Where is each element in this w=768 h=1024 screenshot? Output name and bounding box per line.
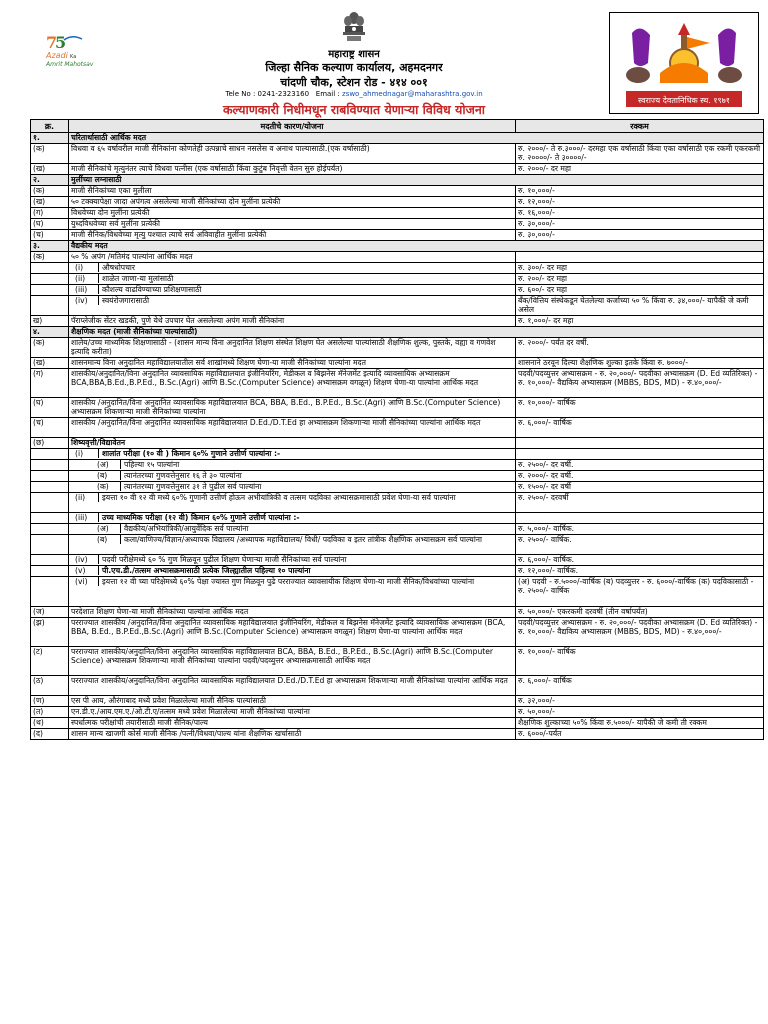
row-serial: (च)	[31, 230, 69, 241]
row-serial: (घ)	[31, 219, 69, 230]
row-serial	[31, 263, 69, 274]
row-amount: बँक/वित्तिय संस्थेकडून घेतलेल्या कर्जाच्या ५० % किंवा रु. ३४,०००/- यापैकी जे कमी असेल	[516, 296, 764, 316]
table-row	[31, 482, 764, 493]
sub-text: पी.एच.डी./तत्सम अभ्यासक्रमासाठी प्रत्येक जिल्ह्यातील पहिल्या १० पाल्यांना	[102, 566, 311, 575]
table-row	[31, 186, 764, 197]
row-description: माजी सैनिक/विधवेच्या मृत्यु पश्चात त्याचे सर्व अविवाहीत मुलींना प्रत्येकी	[69, 230, 516, 241]
sub-label: (ब)	[69, 471, 121, 480]
sub-text: शालांत परीक्षा (१० वी ) किमान ६०% गुणाने उत्तीर्ण पाल्यांना :-	[102, 449, 281, 458]
table-row	[31, 418, 764, 438]
row-description: स्पर्धात्मक परीक्षांची तयारीसाठी माजी सैनिक/पाल्य	[69, 718, 516, 729]
header-amount: रक्कम	[516, 120, 764, 133]
contact-line	[204, 90, 504, 98]
sub-text: त्यानंतरच्या गुणवत्तेनुसार १६ ते ३० पाल्यांना	[124, 471, 242, 480]
sub-text: इयत्ता १२ वी च्या परिक्षेमध्ये ६०% पेक्षा ज्यास्त गुण मिळवून पुढे परराज्यात व्यावसायीक शिक्षण घेणा-या माजी सैनिक/विधवांच्या पाल्यांना	[102, 577, 475, 586]
row-serial: (ग)	[31, 369, 69, 398]
row-description: परदेशात शिक्षण घेणा-या माजी सैनिकांच्या पाल्यांना आर्थिक मदत	[69, 607, 516, 618]
table-row	[31, 263, 764, 274]
sub-label: (v)	[69, 566, 99, 575]
section-title: मुलींच्या लग्नासाठी	[69, 175, 764, 186]
row-description	[69, 513, 516, 524]
row-amount: रु. ६,०००/- वार्षिक	[516, 676, 764, 696]
row-amount: रु. ३२,०००/-	[516, 696, 764, 707]
section-title: चरितार्थासाठी आर्थिक मदत	[69, 133, 764, 144]
telephone: Tele No : 0241-2323160	[225, 90, 310, 98]
svg-text:7: 7	[46, 33, 58, 52]
row-serial	[31, 513, 69, 524]
letterhead	[24, 8, 768, 118]
table-row	[31, 647, 764, 676]
table-row	[31, 296, 764, 316]
sub-text: कला/वाणिज्य/विज्ञान/अध्यापक विद्यालय /अध्यापक महाविद्यालय/ विधी/ पदविका व इतर तांत्रीक शैक्षणिक अभ्यासक्रम सर्व पाल्यांना	[124, 535, 482, 544]
table-row	[31, 524, 764, 535]
row-serial: (क)	[31, 252, 69, 263]
table-row	[31, 197, 764, 208]
sub-text: औषधोपचार	[102, 263, 136, 272]
row-serial	[31, 460, 69, 471]
table-row	[31, 230, 764, 241]
svg-text:5: 5	[55, 33, 67, 52]
row-description	[69, 460, 516, 471]
table-row	[31, 144, 764, 164]
table-row	[31, 369, 764, 398]
row-amount: रु. २५००/- वार्षिक.	[516, 535, 764, 555]
row-serial: ४.	[31, 327, 69, 338]
header-scheme: मदतीचे कारण/योजना	[69, 120, 516, 133]
table-header-row	[31, 120, 764, 133]
email-address[interactable]: zswo_ahmednagar@maharashtra.gov.in	[342, 90, 483, 98]
row-amount: रु. २००/- दर महा	[516, 274, 764, 285]
table-row	[31, 566, 764, 577]
row-description: युध्दविधवेच्या सर्व मुलींना प्रत्येकी	[69, 219, 516, 230]
row-amount: पदवी/पदव्युत्तर अभ्यासक्रम - रु. २०,०००/- पदवीका अभ्यासक्रम (D. Ed व्यतिरिक्त) - रु. १०,०००/- वैद्यकिय अभ्यासक्रम (MBBS, BDS, MD) - रु.४०,०००/-	[516, 369, 764, 398]
row-amount: शैक्षणिक शुल्काच्या ५०% किंवा रु.५०००/- यापैकी जे कमी ती रक्कम	[516, 718, 764, 729]
sub-label: (i)	[69, 263, 99, 272]
row-amount: रु. १६,०००/-	[516, 208, 764, 219]
row-serial: (च)	[31, 418, 69, 438]
table-row	[31, 338, 764, 358]
row-description: शासकीय/अनुदानित/विना अनुदानित व्यावसायिक महाविद्यालयात इंजीनियरिंग, मेडीकल व बिझनेस मॅनेजमेंट इत्यादि व्यावसायिक अभ्यासक्रम BCA,BBA,B.Ed.,B.P.Ed., B.Sc.(Agri) आणि B.Sc.(Computer Science) अभ्यासक्रम वगळून) शिक्षण घेणा-या पाल्यांना आर्थिक मदत	[69, 369, 516, 398]
row-amount: रु. ६००/- दर महा	[516, 285, 764, 296]
row-amount: रु. ५,०००/- वार्षिक.	[516, 524, 764, 535]
row-description	[69, 296, 516, 316]
section-row	[31, 175, 764, 186]
row-serial	[31, 482, 69, 493]
svg-text:Ka: Ka	[70, 54, 77, 60]
sub-text: पदवी परीक्षेमध्ये ६० % गुण मिळवून पुढील शिक्षण घेणाऱ्या माजी सैनिकांच्या सर्व पाल्यांना	[102, 555, 347, 564]
section-title: शैक्षणिक मदत (माजी सैनिकांच्या पाल्यांसाठी)	[69, 327, 764, 338]
row-description	[69, 274, 516, 285]
row-description	[69, 555, 516, 566]
row-serial: (ख)	[31, 197, 69, 208]
table-row	[31, 618, 764, 647]
row-serial: (घ)	[31, 398, 69, 418]
row-description	[69, 263, 516, 274]
row-amount: रु. ३०,०००/-	[516, 230, 764, 241]
table-row	[31, 471, 764, 482]
table-row	[31, 285, 764, 296]
row-description: एन.डी.ए./आय.एम.ए./ओ.टी.ए/तत्सम मध्ये प्रवेश मिळालेल्या माजी सैनिकांच्या पाल्यांना	[69, 707, 516, 718]
row-amount: रु. १,०००/- दर महा	[516, 316, 764, 327]
row-serial: (छ)	[31, 438, 69, 449]
row-description	[69, 482, 516, 493]
row-serial: (ख)	[31, 358, 69, 369]
row-amount: रु. ५०,०००/-	[516, 707, 764, 718]
sub-label: (iii)	[69, 513, 99, 522]
table-row	[31, 577, 764, 607]
row-description	[69, 566, 516, 577]
sub-label: (iv)	[69, 296, 99, 305]
section-row	[31, 241, 764, 252]
table-row	[31, 460, 764, 471]
table-row	[31, 718, 764, 729]
row-amount: रु. ३००/- दर महा	[516, 263, 764, 274]
row-description	[69, 493, 516, 513]
header-serial: क्र.	[31, 120, 69, 133]
row-description: माजी सैनिकांच्या एका मुलीला	[69, 186, 516, 197]
sub-text: स्वयंरोजगारासाठी	[102, 296, 150, 305]
row-serial: (द)	[31, 729, 69, 740]
sub-text: उच्च माध्यमिक परीक्षा (१२ वी) किमान ६०% गुणाने उत्तीर्ण पाल्यांना :-	[102, 513, 300, 522]
row-amount: रु. ६,०००/- वार्षिक	[516, 418, 764, 438]
row-serial: १.	[31, 133, 69, 144]
row-amount: रु. २०००/- पर्यंत दर वर्षी.	[516, 338, 764, 358]
office-address: चांदणी चौक, स्टेशन रोड - ४१४ ००१	[280, 76, 428, 89]
row-description: विधवा व ६५ वर्षावरील माजी सैनिकांना कोणतेही उत्पन्नाचे साधन नसलेस व अनाथ पाल्यासाठी.(एक वर्षासाठी)	[69, 144, 516, 164]
table-row	[31, 555, 764, 566]
row-serial: २.	[31, 175, 69, 186]
sub-label: (ii)	[69, 493, 99, 502]
row-serial	[31, 296, 69, 316]
row-serial	[31, 449, 69, 460]
azadi-ka-amrit-mahotsav-logo	[42, 30, 112, 70]
row-amount: पदवी/पदव्युत्तर अभ्यासक्रम - रु. २०,०००/- पदवीका अभ्यासक्रम (D. Ed व्यतिरिक्त) - रु. १०,०००/- वैद्यकिय अभ्यासक्रम (MBBS, BDS, MD) - रु.४०,०००/-	[516, 618, 764, 647]
sub-text: वैद्यकीय/अभियांत्रिकी/आयुर्वेदिक सर्व पाल्यांना	[124, 524, 249, 533]
sub-text: शाळेत जाणा-या मुलांसाठी	[102, 274, 174, 283]
row-serial: (ग)	[31, 208, 69, 219]
row-amount: रु. २०००/- दर महा	[516, 164, 764, 175]
row-description: परराज्यात शासकीय/अनुदानित/विना अनुदानित व्यावसायिक महाविद्यालयात BCA, BBA, B.Ed., B.P.Ed., B.Sc.(Agri) आणि B.Sc.(Computer Science) अभ्यासक्रम शिकणाऱ्या माजी सैनिकांच्या पाल्यांना पदवी/पदव्युत्तर अभ्यासक्रमासाठी आर्थिक मदत	[69, 647, 516, 676]
table-row	[31, 535, 764, 555]
document-title: कल्याणकारी निधीमधून राबविण्यात येणाऱ्या विविध योजना	[222, 102, 486, 117]
national-emblem-icon	[339, 10, 369, 44]
row-description: ५० टक्क्यापेक्षा जादा अपंगत्व असलेल्या माजी सैनिकांच्या दोन मुलींना प्रत्येकी	[69, 197, 516, 208]
row-serial: (ट)	[31, 647, 69, 676]
row-amount	[516, 449, 764, 460]
row-description: माजी सैनिकांचे मृत्युनंतर त्याचे विधवा पत्नीस (एक वर्षासाठी किंवा कुटुंब निवृत्ती वेतन सुरु होईपर्यंत)	[69, 164, 516, 175]
row-description: शासकीय /अनुदानित/विना अनुदानित व्यावसायिक महाविद्यालयात D.Ed./D.T.Ed हा अभ्यासक्रम शिकणाऱ्या माजी सैनिकांच्या पाल्यांना आर्थिक मदत	[69, 418, 516, 438]
table-row	[31, 358, 764, 369]
row-description: शासन मान्य खाजगी कोर्स माजी सैनिक /पत्नी/विधवा/पाल्य यांना शैक्षणिक खर्चासाठी	[69, 729, 516, 740]
row-description	[69, 524, 516, 535]
row-description: शालेय/उच्च माध्यमिक शिक्षणासाठी - (शासन मान्य विना अनुदानित शिक्षण संस्थेत शिक्षण घेत असलेल्या पाल्यांसाठी शैक्षणिक शुल्क, पुस्तके, वह्या व गणवेश इत्यादि करीता)	[69, 338, 516, 358]
svg-text:Amrit Mahotsav: Amrit Mahotsav	[46, 61, 94, 68]
row-serial: (क)	[31, 338, 69, 358]
row-serial: ख)	[31, 316, 69, 327]
row-description	[69, 535, 516, 555]
table-row	[31, 208, 764, 219]
row-description	[69, 471, 516, 482]
row-serial: (ख)	[31, 164, 69, 175]
row-amount: रु. ५०,०००/- एकरकमी दरवर्षी (तीन वर्षापर्यंत)	[516, 607, 764, 618]
office-name: जिल्हा सैनिक कल्याण कार्यालय, अहमदनगर	[265, 61, 443, 74]
row-amount	[516, 438, 764, 449]
row-amount: रु. २५००/- दरवर्षी	[516, 493, 764, 513]
row-amount: रु. १०,०००/- वार्षिक	[516, 647, 764, 676]
table-row	[31, 696, 764, 707]
row-amount	[516, 513, 764, 524]
row-description: विधवेच्या दोन मुलींना प्रत्येकी	[69, 208, 516, 219]
table-row	[31, 316, 764, 327]
section-title: वैद्यकीय मदत	[69, 241, 764, 252]
row-amount: रु. ३०,०००/-	[516, 219, 764, 230]
row-description: पॅराप्लेजीक सेंटर खडकी, पुणे येथे उपचार घेत असलेल्या अपंग माजी सैनिकांना	[69, 316, 516, 327]
table-row	[31, 398, 764, 418]
row-serial: (क)	[31, 186, 69, 197]
row-amount	[516, 252, 764, 263]
row-serial	[31, 471, 69, 482]
row-amount: (अ) पदवी - रु.५०००/-वार्षिक (ब) पदव्युत्तर - रु. ६०००/-वार्षिक (क) पदविकासाठी - रु. २५००/- वार्षिक	[516, 577, 764, 607]
row-description: शासनमान्य विना अनुदानित महाविद्यालयातील सर्व शाखांमध्ये शिक्षण घेणा-या माजी सैनिकांच्या पाल्यांना मदत	[69, 358, 516, 369]
email-label: Email :	[315, 90, 340, 98]
row-amount: रु. २०००/- ते रु.३०००/- दरमहा एक वर्षासाठी किंवा एका वर्षासाठी एक रकमी एकरकमी रु. २००००/- ते ३००००/-	[516, 144, 764, 164]
table-row	[31, 607, 764, 618]
table-row	[31, 729, 764, 740]
row-amount: रु. २५००/- दर वर्षी.	[516, 460, 764, 471]
row-description	[69, 449, 516, 460]
row-amount: रु. १५००/- दर वर्षी	[516, 482, 764, 493]
table-row	[31, 449, 764, 460]
sub-label: (अ)	[69, 460, 121, 469]
table-row	[31, 252, 764, 263]
row-serial	[31, 285, 69, 296]
row-serial: ३.	[31, 241, 69, 252]
row-amount: रु. २०००/- दर वर्षी.	[516, 471, 764, 482]
row-serial: (क)	[31, 144, 69, 164]
row-serial: (त)	[31, 707, 69, 718]
sub-text: इयत्ता १० वी १२ वी मध्ये ६०% गुणानी उत्तीर्ण होऊन अभीयांत्रिकी व तत्सम पदविका अभ्यासक्रमासाठी प्रवेश घेणा-या सर्व पाल्यांना	[102, 493, 456, 502]
table-row	[31, 219, 764, 230]
row-description	[69, 577, 516, 607]
sub-label: (ब)	[69, 535, 121, 544]
sub-label: (vi)	[69, 577, 99, 586]
sub-text: पहिल्या १५ पाल्यांना	[124, 460, 180, 469]
table-row	[31, 274, 764, 285]
row-amount: शासनाने ठरवून दिल्या शैक्षणिक शुल्का इतके किंवा रु. ७०००/-	[516, 358, 764, 369]
row-amount: रु. १२,०००/- वार्षिक.	[516, 566, 764, 577]
row-serial: (ज)	[31, 607, 69, 618]
sub-label: (अ)	[69, 524, 121, 533]
row-description: परराज्यात शासकीय /अनुदानित/विना अनुदानित व्यावसायिक महाविद्यालयात इंजीनियरिंग, मेडीकल व बिझनेस मॅनेजमेंट इत्यादि व्यावसायिक अभ्यासक्रम (BCA, BBA, B.Ed., B.P.Ed.,B.Sc.(Agri) आणि B.Sc.(Computer Science) अभ्यासक्रम वगळून) शिक्षण घेणा-या पाल्यांना आर्थिक मदत	[69, 618, 516, 647]
section-row	[31, 133, 764, 144]
sub-label: (ii)	[69, 274, 99, 283]
sainik-kalyan-emblem-logo	[609, 12, 759, 114]
sub-label: (क)	[69, 482, 121, 491]
sub-label: (iii)	[69, 285, 99, 294]
row-description: शिष्यवृत्ती/विद्यावेतन	[69, 438, 516, 449]
row-amount: रु. १२,०००/-	[516, 197, 764, 208]
row-serial: (ण)	[31, 696, 69, 707]
row-serial	[31, 577, 69, 607]
row-description: ५० % अपंग /मतिमंद पाल्यांना आर्थिक मदत	[69, 252, 516, 263]
row-amount: रु. १०,०००/-	[516, 186, 764, 197]
row-amount: रु. ६०००/-पर्यंत	[516, 729, 764, 740]
table-row	[31, 493, 764, 513]
government-name: महाराष्ट्र शासन	[328, 49, 380, 60]
sub-label: (i)	[69, 449, 99, 458]
table-row	[31, 438, 764, 449]
row-description: परराज्यात शासकीय/अनुदानित/विना अनुदानित व्यावसायिक महाविद्यालयात D.Ed./D.T.Ed हा अभ्यासक्रम शिकणाऱ्या माजी सैनिकांच्या पाल्यांना आर्थिक मदत	[69, 676, 516, 696]
row-serial: (झ)	[31, 618, 69, 647]
row-serial	[31, 274, 69, 285]
table-row	[31, 513, 764, 524]
row-serial	[31, 566, 69, 577]
row-serial	[31, 535, 69, 555]
section-row	[31, 327, 764, 338]
row-serial: (थ)	[31, 718, 69, 729]
row-serial	[31, 524, 69, 535]
row-serial	[31, 493, 69, 513]
sub-text: त्यानंतरच्या गुणवत्तेनुसार ३१ ते पुढील सर्व पाल्यांना	[124, 482, 262, 491]
emblem-banner-text: स्वराज्य देवतानिधिक स्थ. १९७१	[638, 96, 730, 105]
row-description	[69, 285, 516, 296]
row-amount: रु. ६,०००/- वार्षिक.	[516, 555, 764, 566]
sub-text: कौशल्य वाढविण्याच्या प्रशिक्षणासाठी	[102, 285, 202, 294]
table-row	[31, 707, 764, 718]
sub-label: (iv)	[69, 555, 99, 564]
schemes-table	[30, 119, 764, 740]
svg-text:Azadi: Azadi	[46, 51, 68, 60]
row-serial	[31, 555, 69, 566]
row-amount: रु. १०,०००/- वार्षिक	[516, 398, 764, 418]
table-row	[31, 164, 764, 175]
row-serial: (ठ)	[31, 676, 69, 696]
table-row	[31, 676, 764, 696]
row-description: एस पी आय, औरंगाबाद मध्ये प्रवेश मिळालेल्या माजी सैनिक पाल्यांसाठी	[69, 696, 516, 707]
row-description: शासकीय /अनुदानित/विना अनुदानित व्यावसायिक महाविद्यालयात BCA, BBA, B.Ed., B.P.Ed., B.Sc.(Agri) आणि B.Sc.(Computer Science) अभ्यासक्रम शिकणाऱ्या माजी सैनिकांच्या पाल्यांना	[69, 398, 516, 418]
